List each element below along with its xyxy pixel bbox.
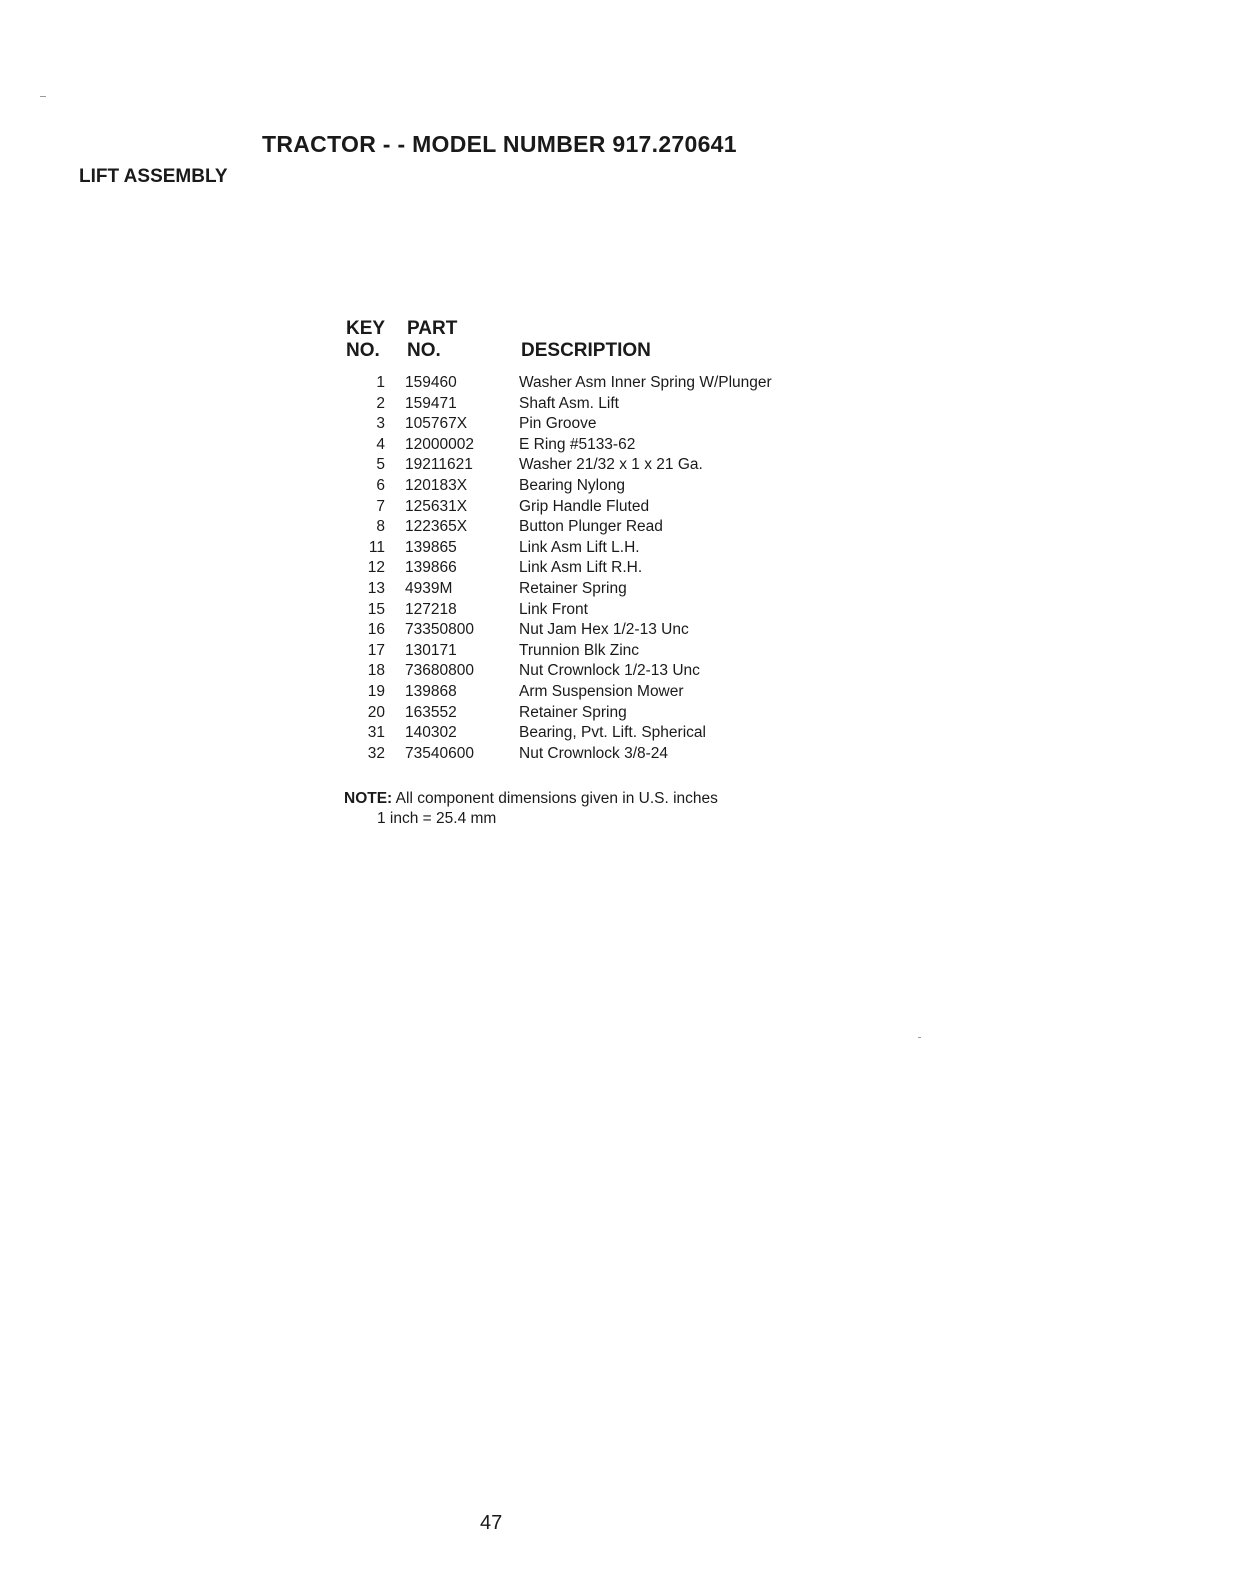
part-no-cell: 139866 xyxy=(405,559,457,577)
part-no-cell: 127218 xyxy=(405,600,457,618)
column-header-description: DESCRIPTION xyxy=(521,340,651,361)
page-number: 47 xyxy=(480,1512,503,1534)
column-header-part-line2: NO. xyxy=(407,340,441,361)
description-cell: Shaft Asm. Lift xyxy=(519,394,619,412)
key-no-cell: 19 xyxy=(367,682,385,700)
parts-list xyxy=(340,373,860,764)
key-no-cell: 32 xyxy=(367,744,385,762)
description-cell: Grip Handle Fluted xyxy=(519,497,650,515)
table-row xyxy=(340,517,860,538)
table-row xyxy=(340,455,860,476)
table-row xyxy=(340,661,860,682)
column-header-part-no xyxy=(407,318,457,362)
key-no-cell: 4 xyxy=(376,435,385,453)
key-no-cell: 13 xyxy=(367,579,385,597)
description-cell: Trunnion Blk Zinc xyxy=(519,641,640,659)
table-row xyxy=(340,723,860,744)
column-header-key-no xyxy=(346,318,385,362)
part-no-cell: 73680800 xyxy=(405,662,474,680)
part-no-cell: 120183X xyxy=(405,476,468,494)
part-no-cell: 163552 xyxy=(405,703,457,721)
table-row xyxy=(340,620,860,641)
column-header-part-line1: PART xyxy=(407,318,458,339)
description-cell: Retainer Spring xyxy=(519,579,627,597)
description-cell: Washer 21/32 x 1 x 21 Ga. xyxy=(519,456,703,474)
description-cell: Arm Suspension Mower xyxy=(519,682,684,700)
part-no-cell: 125631X xyxy=(405,497,468,515)
table-row xyxy=(340,476,860,497)
description-cell: Bearing Nylong xyxy=(519,476,625,494)
part-no-cell: 139868 xyxy=(405,682,457,700)
scan-speck xyxy=(40,96,46,97)
table-row xyxy=(340,600,860,621)
key-no-cell: 20 xyxy=(367,703,385,721)
part-no-cell: 139865 xyxy=(405,538,457,556)
description-cell: Washer Asm Inner Spring W/Plunger xyxy=(519,374,772,391)
part-no-cell: 140302 xyxy=(405,724,457,742)
table-row xyxy=(340,538,860,559)
key-no-cell: 5 xyxy=(376,456,385,474)
scan-speck xyxy=(918,1037,921,1038)
table-row xyxy=(340,744,860,765)
key-no-cell: 7 xyxy=(376,497,385,515)
part-no-cell: 19211621 xyxy=(405,456,473,474)
description-cell: Link Asm Lift R.H. xyxy=(519,559,643,577)
key-no-cell: 12 xyxy=(367,559,385,577)
description-cell: Nut Jam Hex 1/2-13 Unc xyxy=(519,621,689,639)
table-row xyxy=(340,579,860,600)
key-no-cell: 15 xyxy=(367,600,385,618)
table-row xyxy=(340,373,860,394)
description-cell: E Ring #5133-62 xyxy=(519,435,636,453)
table-row xyxy=(340,703,860,724)
description-cell: Pin Groove xyxy=(519,415,597,433)
table-row xyxy=(340,394,860,415)
key-no-cell: 17 xyxy=(367,641,385,659)
key-no-cell: 2 xyxy=(376,394,385,412)
table-row xyxy=(340,435,860,456)
key-no-cell: 3 xyxy=(376,415,385,433)
table-row xyxy=(340,414,860,435)
key-no-cell: 31 xyxy=(367,724,385,742)
description-cell: Bearing, Pvt. Lift. Spherical xyxy=(519,724,706,742)
note-text: All component dimensions given in U.S. inches xyxy=(395,790,718,807)
part-no-cell: 105767X xyxy=(405,415,468,433)
description-cell: Nut Crownlock 1/2-13 Unc xyxy=(519,662,700,680)
table-row xyxy=(340,682,860,703)
description-cell: Link Asm Lift L.H. xyxy=(519,538,640,556)
key-no-cell: 11 xyxy=(368,538,385,556)
column-header-key-line2: NO. xyxy=(346,340,380,361)
note xyxy=(344,789,718,809)
table-row xyxy=(340,497,860,518)
key-no-cell: 18 xyxy=(367,662,385,680)
page-title: TRACTOR - - MODEL NUMBER 917.270641 xyxy=(262,131,737,157)
part-no-cell: 130171 xyxy=(405,641,457,659)
part-no-cell: 12000002 xyxy=(405,435,474,453)
part-no-cell: 4939M xyxy=(405,579,453,597)
description-cell: Link Front xyxy=(519,600,588,618)
table-row xyxy=(340,641,860,662)
key-no-cell: 8 xyxy=(376,518,385,536)
part-no-cell: 159460 xyxy=(405,374,457,391)
description-cell: Retainer Spring xyxy=(519,703,627,721)
column-header-key-line1: KEY xyxy=(346,318,386,339)
part-no-cell: 73540600 xyxy=(405,744,474,762)
description-cell: Button Plunger Read xyxy=(519,518,663,536)
part-no-cell: 122365X xyxy=(405,518,468,536)
description-cell: Nut Crownlock 3/8-24 xyxy=(519,744,669,762)
part-no-cell: 73350800 xyxy=(405,621,474,639)
key-no-cell: 1 xyxy=(376,374,385,391)
key-no-cell: 6 xyxy=(376,476,385,494)
note-label: NOTE: xyxy=(344,790,393,807)
key-no-cell: 16 xyxy=(367,621,385,639)
note-conversion: 1 inch = 25.4 mm xyxy=(377,810,497,827)
section-heading: LIFT ASSEMBLY xyxy=(79,166,228,187)
part-no-cell: 159471 xyxy=(405,394,457,412)
table-row xyxy=(340,558,860,579)
